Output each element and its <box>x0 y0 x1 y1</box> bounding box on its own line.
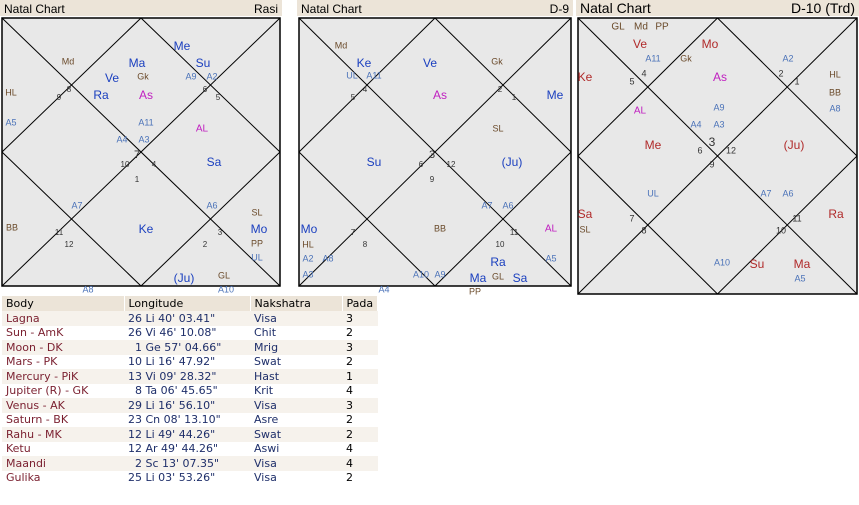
chart-label: Md <box>334 40 348 51</box>
house-number: 9 <box>709 159 715 170</box>
chart-title-bar <box>297 0 573 16</box>
body-cell: Gulika <box>6 471 41 485</box>
house-number: 6 <box>202 85 208 95</box>
table-row[interactable] <box>2 456 378 471</box>
body-cell: Rahu - MK <box>2 427 124 442</box>
chart-label: (Ju) <box>173 271 195 286</box>
nakshatra-cell: Visa <box>250 311 342 326</box>
body-cell: Lagna <box>2 311 124 326</box>
chart-label: BB <box>5 222 19 233</box>
table-row[interactable] <box>2 442 378 457</box>
nakshatra-cell: Chit <box>254 326 277 340</box>
chart-label: A2 <box>302 253 314 264</box>
body-cell: Saturn - BK <box>6 413 69 427</box>
planet-positions-table <box>2 296 378 485</box>
chart-label: GL <box>611 21 625 33</box>
table-row[interactable] <box>2 311 378 326</box>
pada-cell: 3 <box>342 311 378 326</box>
house-number: 7 <box>350 228 356 238</box>
house-number: 8 <box>66 85 72 95</box>
body-cell: Mercury - PiK <box>2 369 124 384</box>
chart-label: As <box>138 88 154 103</box>
house-number: 10 <box>775 225 787 236</box>
chart-label: Ke <box>356 56 372 71</box>
chart-title-bar <box>0 0 282 16</box>
chart-label: A6 <box>206 200 218 211</box>
chart-label: Gk <box>680 53 692 64</box>
chart-label: SL <box>251 207 263 218</box>
house-number: 4 <box>151 160 157 170</box>
longitude-cell: 8 Ta 06' 45.65" <box>128 384 218 398</box>
chart-label: Mo <box>701 37 719 52</box>
chart-label: Me <box>173 39 191 54</box>
d10-chart[interactable] <box>576 16 859 296</box>
chart-label: BB <box>828 87 842 98</box>
pada-cell: 2 <box>346 355 353 369</box>
chart-label: Ve <box>422 56 438 71</box>
house-number: 10 <box>120 160 130 170</box>
chart-label: SL <box>579 224 591 235</box>
house-number: 4 <box>362 85 368 95</box>
longitude-cell: 25 Li 03' 53.26" <box>128 471 216 485</box>
chart-label: Ma <box>793 257 811 272</box>
chart-label: Ra <box>490 255 506 270</box>
d9-chart[interactable] <box>297 16 573 297</box>
chart-label: BB <box>433 223 447 234</box>
table-row[interactable] <box>2 355 378 370</box>
column-header-nakshatra[interactable]: Nakshatra <box>250 296 342 311</box>
house-number: 2 <box>497 85 503 95</box>
table-row[interactable] <box>2 340 378 355</box>
longitude-cell: 29 Li 16' 56.10" <box>124 398 250 413</box>
chart-label: A11 <box>138 117 154 128</box>
house-number: 5 <box>350 93 356 103</box>
column-header-pada[interactable]: Pada <box>342 296 378 311</box>
chart-label: AL <box>195 123 209 135</box>
table-row[interactable] <box>2 326 378 341</box>
nakshatra-cell: Mrig <box>250 340 342 355</box>
chart-label: Su <box>195 56 211 71</box>
chart-label: PP <box>468 286 482 297</box>
nakshatra-cell: Asre <box>254 413 279 427</box>
chart-label: HL <box>302 239 314 250</box>
body-cell: Sun - AmK <box>6 326 64 340</box>
table-row[interactable] <box>2 384 378 399</box>
nakshatra-cell: Swat <box>250 427 342 442</box>
chart-label: A4 <box>378 284 390 295</box>
chart-label: Md <box>61 56 75 67</box>
table-row[interactable] <box>2 398 378 413</box>
house-number: 1 <box>134 175 140 185</box>
chart-label: Gk <box>137 71 149 82</box>
chart-label: A8 <box>82 284 94 295</box>
chart-label: Mo <box>300 222 318 237</box>
house-number: 8 <box>362 240 368 250</box>
chart-label: A7 <box>71 200 83 211</box>
chart-label: A5 <box>5 117 17 128</box>
chart-label: UL <box>251 252 263 263</box>
chart-label: AL <box>633 105 647 117</box>
chart-label: (Ju) <box>501 155 523 170</box>
chart-title: Natal Chart <box>301 2 362 16</box>
house-number: 2 <box>202 240 208 250</box>
chart-label: A2 <box>782 53 794 64</box>
chart-label: As <box>432 88 448 103</box>
chart-label: SL <box>492 123 504 134</box>
house-number: 3 <box>217 228 223 238</box>
rasi-chart[interactable] <box>0 16 282 295</box>
nakshatra-cell: Visa <box>254 471 277 485</box>
chart-label: GL <box>217 270 231 281</box>
chart-label: A6 <box>782 188 794 199</box>
chart-label: Gk <box>491 56 503 67</box>
chart-label: Ma <box>128 56 146 71</box>
pada-cell: 2 <box>346 326 353 340</box>
nakshatra-cell: Hast <box>250 369 342 384</box>
body-cell: Jupiter (R) - GK <box>6 384 89 398</box>
chart-label: A7 <box>481 200 493 211</box>
pada-cell: 3 <box>342 398 378 413</box>
longitude-cell: 26 Li 40' 03.41" <box>124 311 250 326</box>
house-number: 2 <box>778 68 784 79</box>
body-cell: Ketu <box>6 442 31 456</box>
longitude-cell: 26 Vi 46' 10.08" <box>128 326 217 340</box>
chart-label: A9 <box>434 269 446 280</box>
chart-label: Sa <box>577 207 593 222</box>
chart-label: HL <box>829 69 841 80</box>
chart-label: A8 <box>322 253 334 264</box>
column-header-longitude[interactable]: Longitude <box>124 296 250 311</box>
chart-label: A8 <box>829 103 841 114</box>
body-cell: Mars - PK <box>6 355 58 369</box>
chart-label: A4 <box>116 134 128 145</box>
pada-cell: 1 <box>342 369 378 384</box>
chart-title-bar <box>576 0 859 16</box>
chart-label: Me <box>644 138 662 153</box>
house-number: 7 <box>629 213 635 224</box>
chart-label: As <box>712 70 728 85</box>
nakshatra-cell: Krit <box>254 384 274 398</box>
longitude-cell: 2 Sc 13' 07.35" <box>124 456 250 471</box>
house-number: 11 <box>792 213 802 224</box>
nakshatra-cell: Visa <box>250 456 342 471</box>
house-number: 8 <box>641 225 647 236</box>
house-number: 1 <box>794 76 800 87</box>
pada-cell: 3 <box>342 340 378 355</box>
chart-label: UL <box>647 188 659 199</box>
nakshatra-cell: Visa <box>250 398 342 413</box>
chart-label: A9 <box>185 71 197 82</box>
pada-cell: 2 <box>346 413 353 427</box>
house-number: 9 <box>56 93 62 103</box>
chart-label: A11 <box>645 53 661 64</box>
house-number: 12 <box>725 145 737 156</box>
chart-title: Natal Chart <box>4 2 65 16</box>
longitude-cell: 13 Vi 09' 28.32" <box>124 369 250 384</box>
chart-label: A3 <box>138 134 150 145</box>
pada-cell: 4 <box>346 442 353 456</box>
chart-label: A11 <box>366 70 382 81</box>
pada-cell: 2 <box>342 427 378 442</box>
house-number: 7 <box>133 148 141 161</box>
house-number: 12 <box>64 240 74 250</box>
rasi-chart-panel <box>0 0 282 295</box>
house-number: 1 <box>511 93 517 103</box>
chart-label: Md <box>634 21 648 33</box>
table-row[interactable] <box>2 413 378 428</box>
house-number: 11 <box>54 228 64 238</box>
house-number: 11 <box>509 228 519 238</box>
house-number: 3 <box>708 135 716 150</box>
chart-label: Ra <box>93 88 109 103</box>
chart-label: (Ju) <box>783 138 805 153</box>
chart-label: Ve <box>632 37 648 52</box>
chart-label: PP <box>250 238 264 249</box>
body-cell: Moon - DK <box>2 340 124 355</box>
house-number: 5 <box>629 76 635 87</box>
table-row[interactable] <box>2 427 378 442</box>
chart-label: HL <box>5 87 17 98</box>
table-header-row <box>2 296 378 311</box>
chart-label: A6 <box>502 200 514 211</box>
chart-division: Rasi <box>253 2 278 16</box>
chart-label: A4 <box>690 119 702 130</box>
d10-chart-panel <box>576 0 859 298</box>
longitude-cell: 10 Li 16' 47.92" <box>128 355 216 369</box>
chart-label: Ke <box>577 70 593 85</box>
chart-label: Su <box>366 155 382 170</box>
house-number: 12 <box>446 160 456 170</box>
nakshatra-cell: Swat <box>254 355 282 369</box>
house-number: 6 <box>418 160 424 170</box>
chart-label: Ke <box>138 222 154 237</box>
chart-label: Ra <box>828 207 844 222</box>
chart-label: A7 <box>760 188 772 199</box>
table-row[interactable] <box>2 369 378 384</box>
table-row[interactable] <box>2 471 378 486</box>
house-number: 10 <box>495 240 505 250</box>
longitude-cell: 1 Ge 57' 04.66" <box>124 340 250 355</box>
chart-label: A9 <box>713 102 725 113</box>
chart-label: AL <box>544 223 558 235</box>
chart-label: Su <box>749 257 765 272</box>
chart-division: D-10 (Trd) <box>790 0 855 16</box>
chart-label: A2 <box>206 71 218 82</box>
pada-cell: 4 <box>346 384 353 398</box>
longitude-cell: 12 Li 49' 44.26" <box>124 427 250 442</box>
chart-label: A10 <box>217 284 235 295</box>
chart-label: Sa <box>512 271 528 286</box>
pada-cell: 2 <box>346 471 353 485</box>
house-number: 3 <box>428 148 436 161</box>
chart-label: A5 <box>545 253 557 264</box>
chart-label: PP <box>655 21 669 33</box>
chart-label: Ma <box>469 271 487 286</box>
longitude-cell: 23 Cn 08' 13.10" <box>128 413 221 427</box>
chart-label: Sa <box>206 155 222 170</box>
chart-label: GL <box>491 271 505 282</box>
column-header-body[interactable]: Body <box>2 296 124 311</box>
body-cell: Venus - AK <box>2 398 124 413</box>
body-cell: Maandi <box>2 456 124 471</box>
house-number: 6 <box>697 145 703 156</box>
chart-label: A10 <box>412 269 430 280</box>
chart-label: Mo <box>250 222 268 237</box>
chart-label: A10 <box>713 257 731 268</box>
chart-label: Me <box>546 88 564 103</box>
chart-label: UL <box>346 70 358 81</box>
longitude-cell: 12 Ar 49' 44.26" <box>128 442 219 456</box>
house-number: 5 <box>215 93 221 103</box>
chart-label: A3 <box>713 119 725 130</box>
d9-chart-panel <box>297 0 573 297</box>
house-number: 9 <box>429 175 435 185</box>
pada-cell: 4 <box>342 456 378 471</box>
chart-title: Natal Chart <box>580 0 651 16</box>
chart-label: A3 <box>302 269 314 280</box>
house-number: 4 <box>641 68 647 79</box>
nakshatra-cell: Aswi <box>254 442 280 456</box>
chart-label: A5 <box>794 273 806 284</box>
chart-label: Ve <box>104 71 120 86</box>
chart-division: D-9 <box>549 2 569 16</box>
